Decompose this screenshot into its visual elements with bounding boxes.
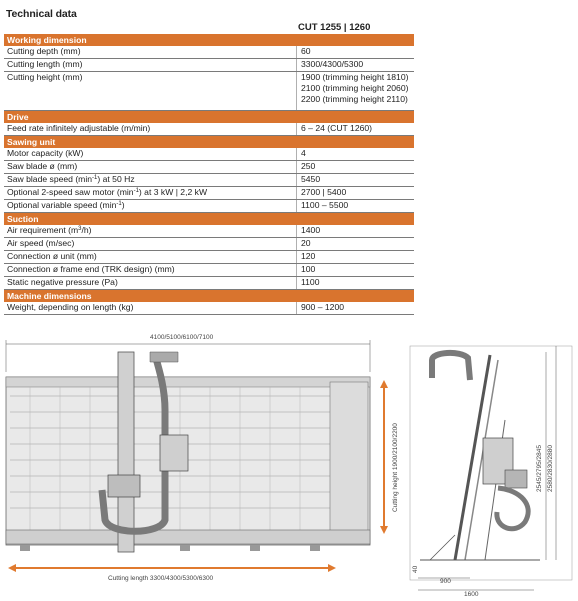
- row-label: Air requirement $(m^3/h)$: [4, 225, 297, 238]
- row-label: Motor capacity (kW): [4, 148, 297, 161]
- row-value: 120: [297, 251, 415, 264]
- section-heading: Suction: [4, 213, 297, 226]
- row-value: 6 – 24 (CUT 1260): [297, 123, 415, 136]
- row-value: 100: [297, 264, 415, 277]
- row-value: 900 – 1200: [297, 302, 415, 315]
- section-heading: Drive: [4, 111, 297, 124]
- table-row: [4, 59, 414, 72]
- row-label: Connection ø unit (mm): [4, 251, 297, 264]
- row-value: 2700 | 5400: [297, 187, 415, 200]
- side-view: [410, 346, 572, 598]
- side-dim-900-label: 900: [440, 578, 451, 585]
- section-suction: [4, 213, 414, 226]
- side-dim-1600-label: 1600: [464, 591, 479, 598]
- cutting-length-label: Cutting length 3300/4300/5300/6300: [108, 575, 214, 582]
- value-line: 1900 (trimming height 1810): [301, 72, 409, 82]
- row-value: 5450: [297, 174, 415, 187]
- row-label: Cutting height (mm): [4, 72, 297, 111]
- page-title: Technical data: [6, 8, 77, 20]
- row-label: Saw blade speed $(\min^{-1})$ at 50 Hz: [4, 174, 297, 187]
- side-dim-40-label: 40: [412, 565, 419, 573]
- row-value: 4: [297, 148, 415, 161]
- row-label: Optional variable speed $(\min^{-1})$: [4, 200, 297, 213]
- row-value: 1100: [297, 277, 415, 290]
- row-label: Connection ø frame end (TRK design) (mm): [4, 264, 297, 277]
- table-row: [4, 46, 414, 59]
- value-line: 2200 (trimming height 2110): [301, 94, 408, 104]
- section-working-dimension: [4, 34, 414, 46]
- table-row: [4, 187, 414, 200]
- row-label: Air speed (m/sec): [4, 238, 297, 251]
- row-label: Saw blade ø (mm): [4, 161, 297, 174]
- section-machine-dimensions: [4, 290, 414, 303]
- table-row: [4, 174, 414, 187]
- spec-table: [4, 34, 414, 315]
- table-row: [4, 225, 414, 238]
- cutting-height-label: Cutting height 1900/2100/2200: [392, 423, 399, 512]
- row-value: 3300/4300/5300: [297, 59, 415, 72]
- section-heading: Sawing unit: [4, 136, 297, 149]
- side-height-a-label: 2545/2795/2845: [536, 445, 543, 492]
- row-value: [297, 72, 415, 111]
- row-label: Optional 2-speed saw motor $(\min^{-1})$ at 3 kW | 2,2 kW: [4, 187, 297, 200]
- section-drive: [4, 111, 414, 124]
- section-sawing-unit: [4, 136, 414, 149]
- front-view: [6, 334, 399, 582]
- table-row: [4, 277, 414, 290]
- section-heading: Working dimension: [4, 34, 297, 46]
- model-header: CUT 1255 | 1260: [298, 22, 371, 33]
- row-label: Static negative pressure (Pa): [4, 277, 297, 290]
- row-value: 60: [297, 46, 415, 59]
- row-value: 1100 – 5500: [297, 200, 415, 213]
- section-heading: Machine dimensions: [4, 290, 297, 303]
- value-line: 2100 (trimming height 2060): [301, 83, 409, 93]
- row-label: Cutting depth (mm): [4, 46, 297, 59]
- front-width-label: 4100/5100/6100/7100: [150, 334, 214, 341]
- table-row: [4, 161, 414, 174]
- row-value: 250: [297, 161, 415, 174]
- table-row: [4, 302, 414, 315]
- table-row: [4, 238, 414, 251]
- row-label: Weight, depending on length (kg): [4, 302, 297, 315]
- row-value: 1400: [297, 225, 415, 238]
- table-row: [4, 123, 414, 136]
- table-row: [4, 72, 414, 111]
- table-row: [4, 148, 414, 161]
- row-label: Feed rate infinitely adjustable (m/min): [4, 123, 297, 136]
- side-height-b-label: 2580/2830/2880: [547, 445, 554, 492]
- row-label: Cutting length (mm): [4, 59, 297, 72]
- table-row: [4, 264, 414, 277]
- table-row: [4, 251, 414, 264]
- table-row: [4, 200, 414, 213]
- row-value: 20: [297, 238, 415, 251]
